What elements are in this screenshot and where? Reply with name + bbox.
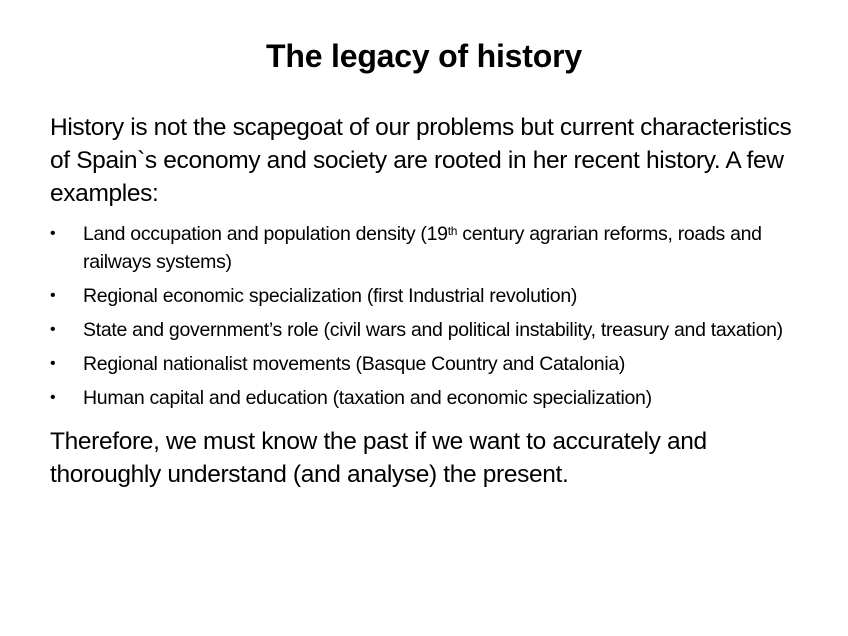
bullet-list	[50, 220, 810, 412]
bullet-icon: •	[50, 287, 56, 304]
bullet-icon: •	[50, 225, 56, 242]
bullet-text: Human capital and education (taxation and economic specialization)	[83, 387, 652, 409]
intro-paragraph: History is not the scapegoat of our problems but current characteristics of Spain`s economy and society are rooted in her recent history. A few examples:	[50, 114, 792, 207]
bullet-item-land-occupation	[50, 220, 810, 276]
bullet-text: Land occupation and population density (19	[83, 223, 448, 245]
bullet-text: Regional economic specialization (first Industrial revolution)	[83, 285, 578, 307]
bullet-superscript: th	[447, 224, 458, 238]
bullet-item-human-capital	[50, 384, 810, 412]
bullet-item-regional-specialization	[50, 282, 810, 310]
bullet-text: State and government’s role (civil wars and political instability, treasury and taxation)	[83, 319, 783, 341]
slide-title: The legacy of history	[266, 38, 582, 74]
bullet-item-nationalist-movements	[50, 350, 810, 378]
bullet-text-continued: century agrarian reforms, roads and railways systems)	[83, 223, 762, 273]
bullet-icon: •	[50, 355, 56, 372]
slide-content	[50, 111, 810, 491]
bullet-text: Regional nationalist movements (Basque Country and Catalonia)	[83, 353, 626, 375]
bullet-item-state-role	[50, 316, 810, 344]
conclusion-paragraph: Therefore, we must know the past if we want to accurately and thoroughly understand (and analyse) the present.	[50, 428, 707, 488]
bullet-icon: •	[50, 389, 56, 406]
bullet-icon: •	[50, 321, 56, 338]
